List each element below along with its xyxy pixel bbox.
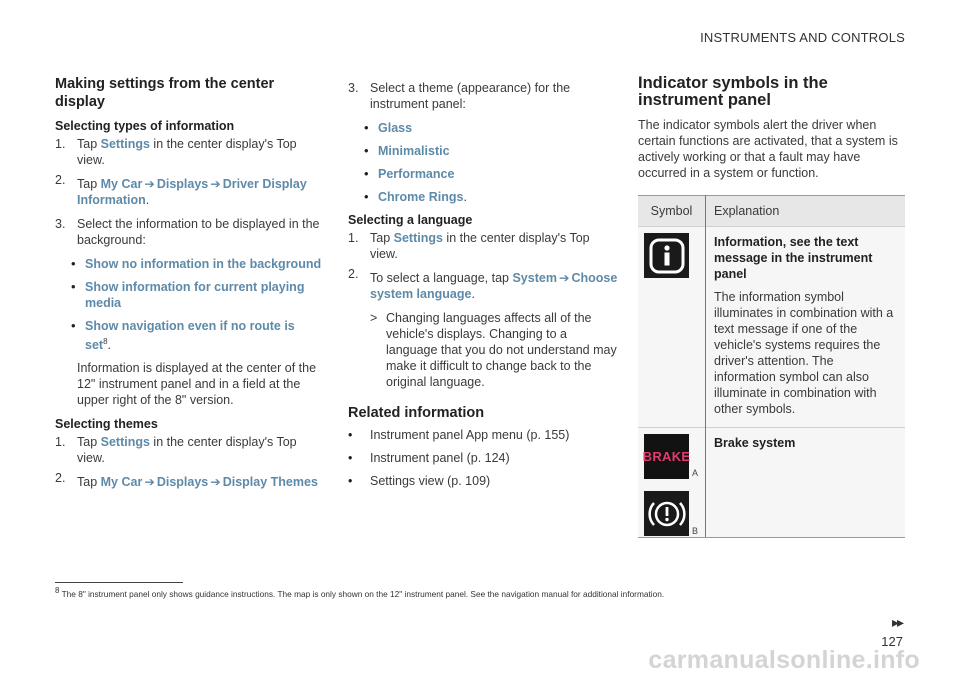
choose-system-language-link[interactable]: Choose system language: [370, 271, 618, 301]
watermark: carmanualsonline.info: [648, 646, 920, 674]
subheading-language: Selecting a language: [348, 213, 473, 227]
table-header-row: [638, 196, 905, 227]
displays-link[interactable]: Displays: [156, 177, 209, 191]
step-number: 2.: [348, 267, 359, 281]
subheading-themes: Selecting themes: [55, 417, 158, 432]
brake-text-icon: BRAKE: [644, 434, 689, 479]
explanation-cell: [706, 428, 906, 538]
variant-label-a: A: [692, 468, 699, 478]
driver-display-information-link[interactable]: Driver Display Information: [77, 177, 307, 207]
table-row: [638, 227, 905, 428]
symbol-title: Brake system: [714, 436, 796, 450]
language-result: > Changing languages affects all of the vehicle's displays. Changing to a language that you do not understand may make it difficult to change back to the original language.: [370, 311, 617, 389]
column-header-symbol: Symbol: [638, 196, 706, 227]
symbol-table: [638, 195, 905, 538]
arrow-right-icon: ➔: [210, 475, 221, 490]
information-icon: [644, 233, 689, 278]
symbol-cell: [638, 227, 706, 428]
indicator-intro: The indicator symbols alert the driver when certain functions are activated, that a system is actively working or that a fault may have occurred in a system or function.: [638, 118, 898, 180]
step-text: in the center display's Top view.: [77, 137, 297, 167]
step-text: Select the information to be displayed in the background:: [77, 217, 320, 247]
step-number: 1.: [55, 435, 66, 450]
step-text: Tap: [77, 177, 101, 191]
displays-link[interactable]: Displays: [156, 475, 209, 490]
related-links-list: [348, 427, 618, 489]
related-link[interactable]: • Instrument panel App menu (p. 155): [348, 427, 618, 443]
step-2-driver-display: [55, 173, 323, 208]
section-heading-indicator-symbols: Indicator symbols in the instrument panel: [638, 74, 828, 109]
step-text: Tap: [77, 137, 101, 151]
background-options-list: [55, 256, 323, 353]
column-indicator-symbols: [638, 75, 905, 538]
symbol-description: The information symbol illuminates in combination with a text message if one of the vehicle's systems requires the driver's attention. The information symbol can also illuminate in combination with other symbols.: [714, 290, 894, 416]
step-number: 1.: [55, 137, 66, 151]
page-number: 127: [881, 634, 903, 649]
list-item[interactable]: • Show information for current playing media: [71, 279, 323, 311]
theme-chrome-rings[interactable]: • Chrome Rings.: [364, 189, 618, 205]
related-link[interactable]: • Settings view (p. 109): [348, 473, 618, 489]
settings-link[interactable]: Settings: [100, 435, 150, 450]
symbol-cell: [638, 428, 706, 538]
result-marker: >: [370, 311, 378, 325]
theme-options-list: [348, 120, 618, 205]
step-2-choose-language: 2. To select a language, tap System ➔ Choose system language.: [348, 267, 618, 301]
explanation-cell: [706, 227, 906, 428]
related-link[interactable]: • Instrument panel (p. 124): [348, 450, 618, 466]
step-1-theme-settings: 1. Tap Settings in the center display's Top view.: [55, 435, 297, 466]
footnote-mark: 8: [55, 586, 60, 595]
brake-warning-icon: [644, 491, 689, 536]
arrow-right-icon: ➔: [558, 271, 570, 285]
column-themes-language: [348, 80, 618, 496]
step-number: 1.: [348, 231, 359, 245]
list-item[interactable]: • Show navigation even if no route is set$^8$.: [71, 318, 323, 353]
display-themes-link[interactable]: Display Themes: [222, 475, 318, 490]
related-information-heading: Related information: [348, 405, 485, 421]
list-item[interactable]: • Show no information in the background: [71, 256, 323, 272]
running-header: INSTRUMENTS AND CONTROLS: [700, 30, 905, 45]
footnote-divider: [55, 582, 183, 583]
symbol-title: Information, see the text message in the instrument panel: [714, 235, 873, 281]
step-text: .: [145, 193, 150, 207]
step-number: 3.: [348, 81, 359, 95]
variant-label-b: B: [692, 526, 699, 536]
arrow-right-icon: ➔: [144, 177, 155, 191]
subheading-information-types: Selecting types of information: [55, 119, 235, 133]
step-3-background-info: [55, 216, 323, 248]
step-2-display-themes: 2. Tap My Car ➔ Displays ➔ Display Themes: [55, 471, 318, 490]
step-3-select-theme: 3. Select a theme (appearance) for the instrument panel:: [348, 81, 571, 111]
settings-link[interactable]: Settings: [100, 137, 150, 151]
arrow-right-icon: ➔: [144, 475, 155, 490]
my-car-link[interactable]: My Car: [100, 177, 143, 191]
step-number: 3.: [55, 217, 66, 231]
theme-minimalistic[interactable]: • Minimalistic: [364, 143, 618, 159]
step-number: 2.: [55, 471, 66, 486]
column-settings: [55, 75, 323, 498]
table-row: [638, 428, 905, 538]
column-header-explanation: Explanation: [706, 196, 906, 227]
step-number: 2.: [55, 173, 66, 187]
step-1-settings: [55, 136, 323, 168]
footnote: $^8$ The 8" instrument panel only shows guidance instructions. The map is only shown on the 12" instrument panel. See the navigation manual for additional information.: [55, 586, 665, 599]
double-chevron-right-icon[interactable]: ▸▸: [891, 614, 902, 630]
system-link[interactable]: System: [512, 271, 557, 285]
arrow-right-icon: ➔: [210, 177, 221, 191]
section-heading-settings: Making settings from the center display: [55, 76, 275, 110]
theme-glass[interactable]: • Glass: [364, 120, 618, 136]
my-car-link[interactable]: My Car: [100, 475, 143, 490]
step-1-language-settings: 1. Tap Settings in the center display's Top view.: [348, 231, 590, 261]
information-note: Information is displayed at the center of the 12" instrument panel and in a field at the upper right of the 8" version.: [77, 361, 317, 408]
settings-link[interactable]: Settings: [393, 231, 443, 245]
theme-performance[interactable]: • Performance: [364, 166, 618, 182]
footnote-ref: 8: [103, 337, 108, 346]
